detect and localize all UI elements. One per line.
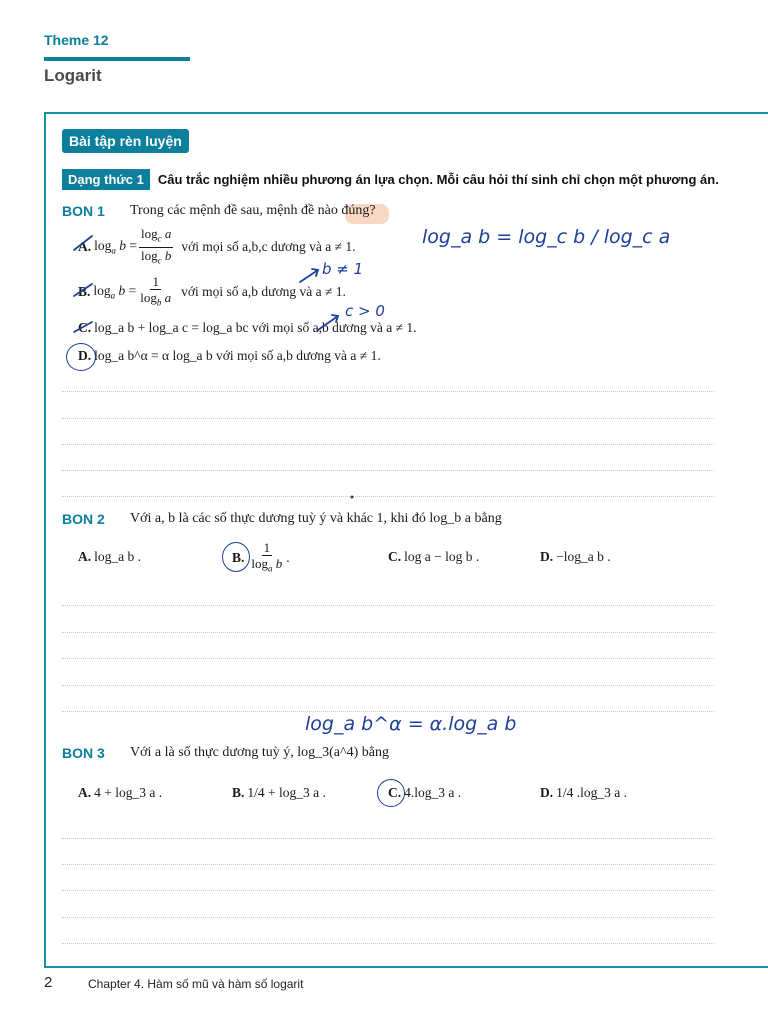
dang-thuc-label: Dạng thức 1 [62, 169, 150, 190]
fraction: $\frac{1}{\log_b a}$ [140, 274, 172, 308]
option-letter: B. [78, 284, 91, 300]
answer-line [62, 838, 714, 839]
question-3-option-a[interactable] [78, 785, 162, 801]
question-1-option-d[interactable] [78, 348, 381, 364]
option-text: log_a b . [94, 549, 141, 564]
answer-line [62, 864, 714, 865]
option-letter: D. [540, 785, 554, 800]
option-a-formula: $\log_a b$ = [94, 238, 138, 256]
option-c-text: log_a b + log_a c = log_a bc với mọi số a,b dương và a ≠ 1. [94, 320, 417, 335]
option-letter: A. [78, 239, 92, 255]
answer-line [62, 418, 714, 419]
fraction: $\frac{1}{\log_a b}$ [251, 540, 283, 574]
option-letter: B. [232, 550, 245, 566]
answer-line [62, 470, 714, 471]
option-b-condition: với mọi số a,b dương và a ≠ 1. [181, 284, 346, 300]
option-letter: D. [78, 348, 92, 363]
option-text: 1/4 .log_3 a . [556, 785, 627, 800]
handwritten-change-of-base: log_a b = log_c b / log_c a [422, 226, 671, 248]
question-3-label: BON 3 [62, 745, 105, 761]
question-2-option-a[interactable] [78, 549, 141, 565]
answer-line [62, 444, 714, 445]
question-2-option-d[interactable] [540, 549, 611, 565]
chapter-title: Chapter 4. Hàm số mũ và hàm số logarit [88, 977, 304, 991]
fraction: $\frac{\log_c a}{\log_c b}$ [141, 226, 172, 266]
option-b-formula: $\log_a b$ = [93, 283, 137, 302]
option-text: 1/4 + log_3 a . [247, 785, 326, 800]
section-title: Bài tập rèn luyện [62, 129, 189, 153]
option-letter: A. [78, 785, 92, 800]
question-1-label: BON 1 [62, 203, 105, 219]
option-text: −log_a b . [556, 549, 611, 564]
page-number: 2 [44, 974, 53, 991]
option-letter: C. [388, 785, 402, 800]
option-letter: A. [78, 549, 92, 564]
handwritten-power-rule: log_a b^α = α.log_a b [305, 713, 517, 735]
answer-line [62, 711, 714, 712]
question-type-row [62, 169, 719, 190]
option-a-condition: với mọi số a,b,c dương và a ≠ 1. [181, 239, 356, 255]
option-text: log a − log b . [404, 549, 480, 564]
question-2-label: BON 2 [62, 511, 105, 527]
answer-line [62, 685, 714, 686]
answer-line [62, 658, 714, 659]
handwritten-c-positive: c > 0 [345, 302, 385, 320]
selected-answer-circle [377, 779, 405, 807]
answer-line [62, 496, 714, 497]
option-text: 4.log_3 a . [404, 785, 462, 800]
question-2-text: Với a, b là các số thực dương tuỳ ý và khác 1, khi đó log_b a bằng [130, 511, 502, 526]
option-letter: D. [540, 549, 554, 564]
question-1-option-a[interactable] [78, 226, 356, 268]
handwritten-b-not-1: b ≠ 1 [322, 260, 364, 278]
period: . [286, 550, 290, 566]
option-text: 4 + log_3 a . [94, 785, 163, 800]
header-divider [44, 57, 190, 61]
question-3-option-b[interactable] [232, 785, 326, 801]
question-3-option-d[interactable] [540, 785, 627, 801]
topic-title: Logarit [44, 66, 102, 85]
answer-line [62, 890, 714, 891]
answer-line [62, 632, 714, 633]
question-1-text: Trong các mệnh đề sau, mệnh đề nào đúng? [130, 203, 376, 218]
option-letter: C. [78, 320, 92, 335]
answer-line [62, 917, 714, 918]
question-2-option-c[interactable] [388, 549, 479, 565]
theme-label: Theme 12 [44, 32, 109, 48]
answer-line [62, 391, 714, 392]
question-1-option-b[interactable] [78, 274, 346, 311]
answer-line [62, 943, 714, 944]
option-letter: B. [232, 785, 245, 800]
question-1-option-c[interactable] [78, 320, 417, 336]
answer-line [62, 605, 714, 606]
question-3-text: Với a là số thực dương tuỳ ý, log_3(a^4) bằng [130, 745, 389, 760]
option-d-text: log_a b^α = α log_a b với mọi số a,b dương và a ≠ 1. [94, 348, 381, 363]
selected-answer-circle [222, 542, 250, 572]
option-letter: C. [388, 549, 402, 564]
dang-thuc-instruction: Câu trắc nghiệm nhiều phương án lựa chọn. Mỗi câu hỏi thí sinh chỉ chọn một phương án. [157, 172, 719, 187]
selected-answer-circle [66, 343, 96, 371]
